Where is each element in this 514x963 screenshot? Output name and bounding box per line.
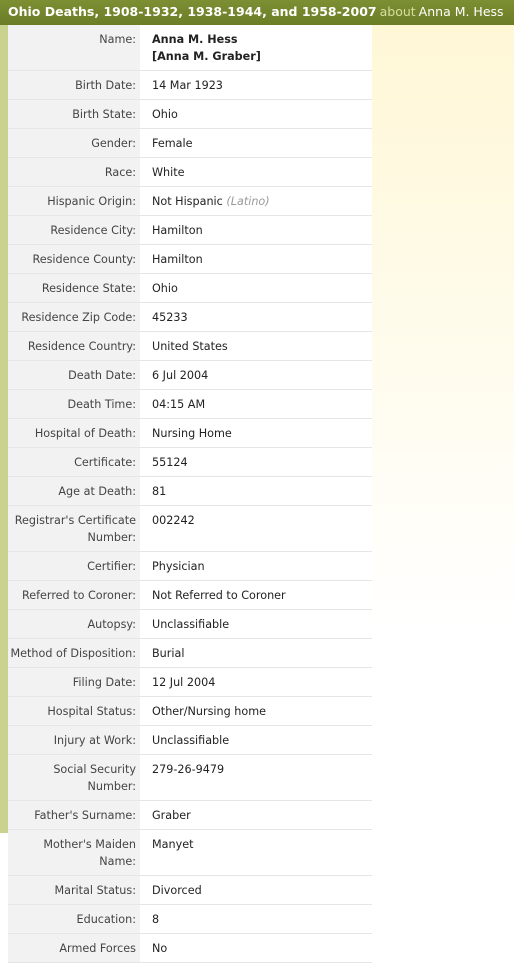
field-row (8, 581, 372, 610)
field-row (8, 390, 372, 419)
field-value (140, 25, 372, 70)
field-value: 45233 (140, 303, 372, 331)
side-panel-background (372, 25, 514, 833)
left-accent-bar (0, 25, 8, 833)
field-row (8, 361, 372, 390)
field-label: Name: (8, 25, 140, 70)
name-primary: Anna M. Hess (152, 33, 238, 46)
field-value: 14 Mar 1923 (140, 71, 372, 99)
field-label: Injury at Work: (8, 726, 140, 754)
field-row (8, 303, 372, 332)
field-label: Registrar's Certificate Number: (8, 506, 140, 551)
field-row (8, 639, 372, 668)
field-value: Physician (140, 552, 372, 580)
field-row (8, 506, 372, 552)
field-value: Ohio (140, 100, 372, 128)
field-row (8, 100, 372, 129)
field-value: No (140, 934, 372, 962)
field-row (8, 934, 372, 963)
field-label: Death Date: (8, 361, 140, 389)
field-label: Autopsy: (8, 610, 140, 638)
field-label: Certifier: (8, 552, 140, 580)
field-row (8, 876, 372, 905)
field-value: 04:15 AM (140, 390, 372, 418)
field-row (8, 71, 372, 100)
field-row (8, 274, 372, 303)
field-value: Hamilton (140, 245, 372, 273)
field-row (8, 216, 372, 245)
field-row (8, 830, 372, 876)
field-label: Hispanic Origin: (8, 187, 140, 215)
field-value: 81 (140, 477, 372, 505)
field-label: Age at Death: (8, 477, 140, 505)
field-value: 6 Jul 2004 (140, 361, 372, 389)
field-row-hispanic-origin (8, 187, 372, 216)
field-label: Father's Surname: (8, 801, 140, 829)
collection-title[interactable]: Ohio Deaths, 1908-1932, 1938-1944, and 1958-2007 (8, 4, 377, 19)
field-label: Marital Status: (8, 876, 140, 904)
field-value: Ohio (140, 274, 372, 302)
field-row (8, 697, 372, 726)
field-label: Birth Date: (8, 71, 140, 99)
field-row (8, 419, 372, 448)
field-label: Mother's Maiden Name: (8, 830, 140, 875)
field-value: Unclassifiable (140, 610, 372, 638)
name-alternate: [Anna M. Graber] (152, 50, 261, 63)
person-name-title: Anna M. Hess (418, 4, 504, 19)
field-value: Manyet (140, 830, 372, 875)
field-label: Hospital Status: (8, 697, 140, 725)
field-label: Certificate: (8, 448, 140, 476)
field-label: Filing Date: (8, 668, 140, 696)
field-row (8, 477, 372, 506)
field-label: Death Time: (8, 390, 140, 418)
field-value: Divorced (140, 876, 372, 904)
about-text: about (379, 4, 416, 19)
field-value: Hamilton (140, 216, 372, 244)
hispanic-note: (Latino) (226, 195, 270, 208)
field-label: Armed Forces (8, 934, 140, 962)
field-row (8, 448, 372, 477)
field-row (8, 755, 372, 801)
field-label: Residence Country: (8, 332, 140, 360)
field-value: 8 (140, 905, 372, 933)
field-value: Other/Nursing home (140, 697, 372, 725)
field-label: Education: (8, 905, 140, 933)
field-value: Burial (140, 639, 372, 667)
field-row (8, 245, 372, 274)
field-row (8, 801, 372, 830)
field-row (8, 129, 372, 158)
field-value: Not Referred to Coroner (140, 581, 372, 609)
hispanic-value: Not Hispanic (152, 195, 223, 208)
field-value: Graber (140, 801, 372, 829)
field-label: Referred to Coroner: (8, 581, 140, 609)
field-value (140, 187, 372, 215)
record-title-bar (0, 0, 514, 25)
field-label: Social Security Number: (8, 755, 140, 800)
field-label: Residence Zip Code: (8, 303, 140, 331)
field-row (8, 158, 372, 187)
field-label: Gender: (8, 129, 140, 157)
field-value: 002242 (140, 506, 372, 551)
field-value: Nursing Home (140, 419, 372, 447)
field-value: White (140, 158, 372, 186)
field-label: Method of Disposition: (8, 639, 140, 667)
field-value: Female (140, 129, 372, 157)
field-value: Unclassifiable (140, 726, 372, 754)
record-details-table (8, 25, 372, 963)
field-row (8, 905, 372, 934)
field-row (8, 332, 372, 361)
field-value: 55124 (140, 448, 372, 476)
field-value: United States (140, 332, 372, 360)
field-label: Residence County: (8, 245, 140, 273)
field-label: Hospital of Death: (8, 419, 140, 447)
field-row-name (8, 25, 372, 71)
field-value: 12 Jul 2004 (140, 668, 372, 696)
field-label: Birth State: (8, 100, 140, 128)
field-label: Race: (8, 158, 140, 186)
field-row (8, 552, 372, 581)
field-value: 279-26-9479 (140, 755, 372, 800)
field-row (8, 726, 372, 755)
field-group-after-hispanic (8, 216, 372, 963)
field-label: Residence City: (8, 216, 140, 244)
field-row (8, 668, 372, 697)
field-group-before-hispanic (8, 71, 372, 187)
field-row (8, 610, 372, 639)
field-label: Residence State: (8, 274, 140, 302)
